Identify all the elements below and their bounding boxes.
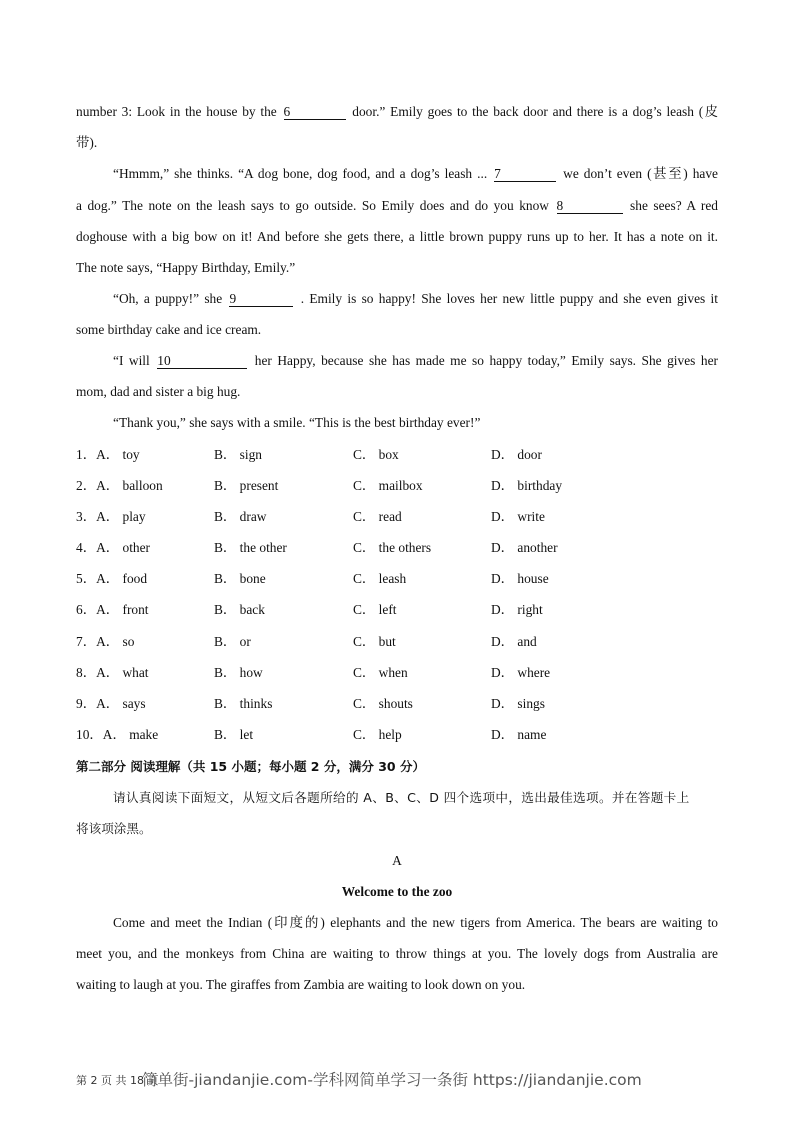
watermark-text: 简单街-jiandanjie.com-学科网简单学习一条街 https://jiandanjie.com xyxy=(142,1071,642,1089)
text: door.” Emily goes to the back door and there is a dog’s leash (皮 xyxy=(352,104,718,119)
option-a: 1．A． toy xyxy=(76,447,140,462)
option-c: C． but xyxy=(353,634,396,649)
passage-line: The note says, “Happy Birthday, Emily.” xyxy=(76,260,296,275)
option-d: D． write xyxy=(491,509,545,524)
option-d: D． right xyxy=(491,602,543,617)
instruction-text: 请认真阅读下面短文，从短文后各题所给的 A、B、C、D 四个选项中，选出最佳选项。并在答题卡上 xyxy=(113,790,690,805)
passage-line: some birthday cake and ice cream. xyxy=(76,322,262,337)
text: “I will xyxy=(113,353,150,368)
blank-6: 6 xyxy=(284,105,346,120)
option-c: C． left xyxy=(353,602,397,617)
question-row xyxy=(76,570,636,588)
option-a: 3．A． play xyxy=(76,509,146,524)
blank-9: 9 xyxy=(229,292,293,307)
blank-8: 8 xyxy=(557,199,623,214)
option-c: C． leash xyxy=(353,571,407,586)
passage-line xyxy=(76,197,718,215)
passage-line: 带). xyxy=(76,135,98,150)
option-c: C． read xyxy=(353,509,402,524)
passage-title: Welcome to the zoo xyxy=(341,884,453,899)
option-b: B． present xyxy=(214,478,279,493)
option-b: B． the other xyxy=(214,540,287,555)
option-a: 2．A． balloon xyxy=(76,478,163,493)
option-c: C． shouts xyxy=(353,696,413,711)
instruction-text: 将该项涂黑。 xyxy=(76,821,152,836)
option-b: B． or xyxy=(214,634,251,649)
option-b: B． sign xyxy=(214,447,262,462)
option-a: 6．A． front xyxy=(76,602,149,617)
text: we don’t even (甚至) have xyxy=(563,166,718,181)
passage-line: doghouse with a big bow on it! And before she gets there, a little brown puppy runs up to her. It has a note on it. xyxy=(76,229,718,244)
question-row xyxy=(76,664,636,682)
passage-line: mom, dad and sister a big hug. xyxy=(76,384,241,399)
option-b: B． let xyxy=(214,727,254,742)
option-d: D． birthday xyxy=(491,478,563,493)
option-a: 10．A． make xyxy=(76,727,159,742)
question-row xyxy=(76,726,636,744)
text: number 3: Look in the house by the xyxy=(76,104,277,119)
question-row xyxy=(76,508,636,526)
passage-line xyxy=(76,103,718,121)
passage-line xyxy=(113,352,718,370)
question-row xyxy=(76,633,636,651)
option-d: D． door xyxy=(491,447,542,462)
blank-7: 7 xyxy=(494,167,556,182)
option-b: B． back xyxy=(214,602,265,617)
passage-line xyxy=(113,165,718,183)
section-heading: 第二部分 阅读理解（共 15 小题；每小题 2 分，满分 30 分） xyxy=(76,759,425,774)
text: “Hmmm,” she thinks. “A dog bone, dog food, and a dog’s leash ... xyxy=(113,166,488,181)
option-b: B． bone xyxy=(214,571,266,586)
option-b: B． thinks xyxy=(214,696,273,711)
passage-line: waiting to laugh at you. The giraffes from Zambia are waiting to look down on you. xyxy=(76,977,526,992)
text: a dog.” The note on the leash says to go outside. So Emily does and do you know xyxy=(76,198,549,213)
option-d: D． where xyxy=(491,665,551,680)
option-a: 8．A． what xyxy=(76,665,149,680)
option-d: D． sings xyxy=(491,696,545,711)
option-a: 7．A． so xyxy=(76,634,135,649)
option-c: C． box xyxy=(353,447,399,462)
question-row xyxy=(76,695,636,713)
text: “Oh, a puppy!” she xyxy=(113,291,223,306)
option-c: C． when xyxy=(353,665,408,680)
section-letter: A xyxy=(392,853,402,868)
text: she sees? A red xyxy=(630,198,718,213)
passage-line: Come and meet the Indian (印度的) elephants and the new tigers from America. The bears are waiting to xyxy=(113,915,718,930)
option-d: D． name xyxy=(491,727,547,742)
question-row xyxy=(76,446,636,464)
option-d: D． another xyxy=(491,540,558,555)
question-row xyxy=(76,539,636,557)
blank-10: 10 xyxy=(157,354,247,369)
option-d: D． and xyxy=(491,634,537,649)
text: her Happy, because she has made me so happy today,” Emily says. She gives her xyxy=(254,353,718,368)
option-c: C． mailbox xyxy=(353,478,423,493)
option-a: 9．A． says xyxy=(76,696,146,711)
option-b: B． draw xyxy=(214,509,267,524)
option-c: C． help xyxy=(353,727,402,742)
passage-line: “Thank you,” she says with a smile. “This is the best birthday ever!” xyxy=(113,415,481,430)
option-b: B． how xyxy=(214,665,263,680)
passage-line: meet you, and the monkeys from China are waiting to throw things at you. The lovely dogs from Australia are xyxy=(76,946,718,961)
text: . Emily is so happy! She loves her new little puppy and she even gives it xyxy=(300,291,718,306)
option-a: 4．A． other xyxy=(76,540,151,555)
page-number: 第 2 页 共 18 页 xyxy=(76,1074,159,1087)
option-a: 5．A． food xyxy=(76,571,148,586)
question-row xyxy=(76,601,636,619)
passage-line xyxy=(113,290,718,308)
question-row xyxy=(76,477,636,495)
option-c: C． the others xyxy=(353,540,432,555)
option-d: D． house xyxy=(491,571,549,586)
